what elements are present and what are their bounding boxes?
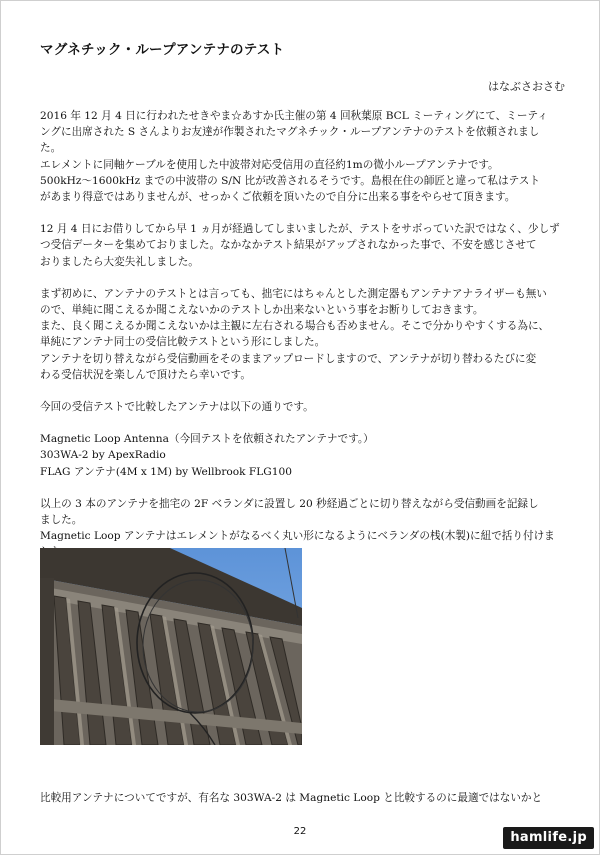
text-line: わる受信状況を楽しんで頂けたら幸いです。 [40, 368, 252, 381]
text-line: 2016 年 12 月 4 日に行われたせきやま☆あすか氏主催の第 4 回秋葉原 BCL ミーティングにて、ミーティ [40, 110, 548, 122]
text-line: ングに出席された S さんよりお友達が作製されたマグネチック・ループアンテナのテストを依頼されまし [40, 126, 540, 139]
text-line: エレメントに同軸ケーブルを使用した中波帯対応受信用の直径約1mの微小ループアンテナです。 [40, 158, 499, 171]
paragraph-method [40, 286, 565, 383]
page-number: 22 [293, 826, 307, 837]
text-line: 以上の 3 本のアンテナを拙宅の 2F ベランダに設置し 20 秒経過ごとに切り替えながら受信動画を記録し [40, 497, 539, 510]
text-line: ので、単純に聞こえるか聞こえないかのテストしか出来ないという事をお断りしておきます。 [40, 304, 484, 317]
continued-text-line: 比較用アンテナについてですが、有名な 303WA-2 は Magnetic Loop と比較するのに最適ではないかと [40, 792, 543, 804]
text-line: 12 月 4 日にお借りしてから早 1 ヵ月が経過してしまいましたが、テストをサボっていた訳ではなく、少しず [40, 223, 560, 236]
hamlife-logo: hamlife.jp [503, 827, 594, 849]
document-body [40, 38, 565, 577]
text-line: ました。 [40, 514, 83, 527]
text-line: また、良く聞こえるか聞こえないかは主観に左右される場合も否めません。そこで分かりやすくする為に、 [40, 320, 550, 333]
text-line: 今回の受信テストで比較したアンテナは以下の通りです。 [40, 401, 314, 414]
antenna-list-item: FLAG アンテナ(4M x 1M) by Wellbrook FLG100 [40, 465, 292, 478]
page-title: マグネチック・ループアンテナのテスト [40, 42, 285, 58]
text-line: 500kHz～1600kHz までの中波帯の S/N 比が改善されるそうです。島根在住の師匠と違って私はテスト [40, 174, 540, 187]
antenna-list [40, 431, 565, 480]
text-line: た。 [40, 142, 62, 155]
text-line: があまり得意ではありませんが、せっかくご依頼を頂いたので自分に出来る事をやらせて頂きます。 [40, 191, 516, 204]
paragraph-intro [40, 108, 565, 205]
author-name: はなぶさおさむ [488, 80, 565, 93]
text-line: つ受信データーを集めておりました。なかなかテスト結果がアップされなかった事で、不安を感じさせて [40, 239, 537, 252]
antenna-list-item: Magnetic Loop Antenna（今回テストを依頼されたアンテナです。） [40, 433, 374, 446]
text-line: おりましたら大変失礼しました。 [40, 255, 199, 268]
text-line: 単純にアンテナ同士の受信比較テストという形にしました。 [40, 336, 326, 349]
paragraph-antenna-intro [40, 399, 565, 415]
text-line: アンテナを切り替えながら受信動画をそのままアップロードしますので、アンテナが切り替わるたびに変 [40, 352, 537, 365]
text-line: Magnetic Loop アンテナはエレメントがなるべく丸い形になるようにベランダの桟(木製)に紐で括り付けま [40, 530, 555, 543]
text-line: まず初めに、アンテナのテストとは言っても、拙宅にはちゃんとした測定器もアンテナアナライザーも無い [40, 287, 547, 300]
paragraph-apology [40, 221, 565, 270]
antenna-photo [40, 548, 302, 745]
antenna-list-item: 303WA-2 by ApexRadio [40, 449, 166, 462]
